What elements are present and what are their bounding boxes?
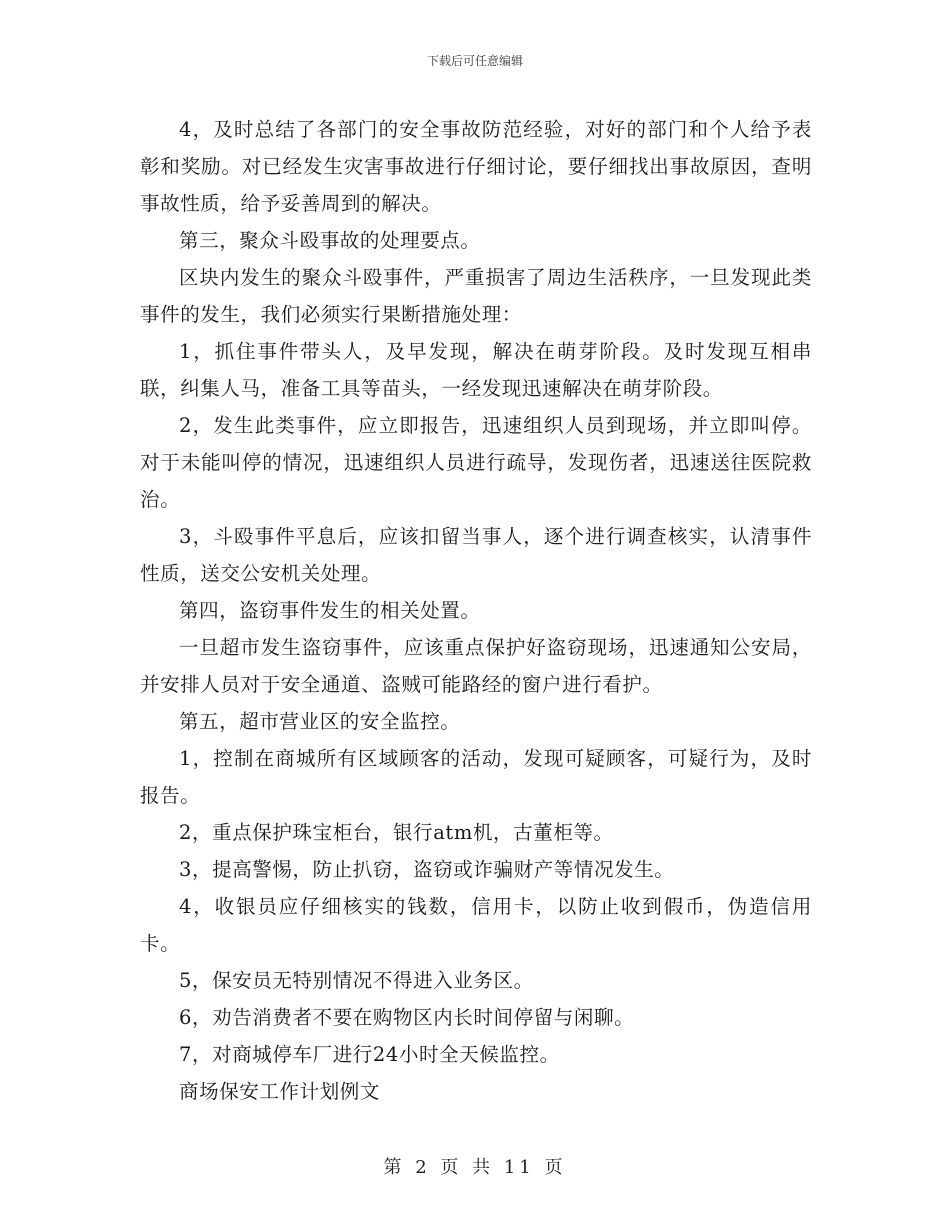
document-body bbox=[140, 111, 812, 1110]
section-heading: 第三，聚众斗殴事故的处理要点。 bbox=[179, 229, 481, 252]
list-item: 3，提高警惕，防止扒窃，盗窃或诈骗财产等情况发生。 bbox=[179, 858, 675, 881]
section-heading: 第四，盗窃事件发生的相关处置。 bbox=[179, 599, 481, 622]
list-item: 5，保安员无特别情况不得进入业务区。 bbox=[179, 969, 534, 992]
list-item: 1，抓住事件带头人，及早发现，解决在萌芽阶段。及时发现互相串联，纠集人马，准备工具等苗头，一经发现迅速解决在萌芽阶段。 bbox=[140, 340, 812, 400]
list-item: 2，重点保护珠宝柜台，银行atm机，古董柜等。 bbox=[179, 821, 614, 844]
list-item: 2，发生此类事件，应立即报告，迅速组织人员到现场，并立即叫停。对于未能叫停的情况，迅速组织人员进行疏导，发现伤者，迅速送往医院救治。 bbox=[140, 414, 812, 511]
list-item: 1，控制在商城所有区域顾客的活动，发现可疑顾客，可疑行为，及时报告。 bbox=[140, 747, 812, 807]
list-item: 3，斗殴事件平息后，应该扣留当事人，逐个进行调查核实，认清事件性质，送交公安机关处理。 bbox=[140, 525, 812, 585]
list-item: 4，收银员应仔细核实的钱数，信用卡，以防止收到假币，伪造信用卡。 bbox=[140, 895, 812, 955]
paragraph: 一旦超市发生盗窃事件，应该重点保护好盗窃现场，迅速通知公安局，并安排人员对于安全通道、盗贼可能路经的窗户进行看护。 bbox=[140, 636, 812, 696]
list-item: 7，对商城停车厂进行24小时全天候监控。 bbox=[179, 1043, 560, 1066]
paragraph: 区块内发生的聚众斗殴事件，严重损害了周边生活秩序，一旦发现此类事件的发生，我们必须实行果断措施处理： bbox=[140, 266, 812, 326]
page-header: 下载后可任意编辑 bbox=[426, 54, 523, 68]
section-heading: 第五，超市营业区的安全监控。 bbox=[179, 710, 461, 733]
paragraph: 4，及时总结了各部门的安全事故防范经验，对好的部门和个人给予表彰和奖励。对已经发生灾害事故进行仔细讨论，要仔细找出事故原因，查明事故性质，给予妥善周到的解决。 bbox=[140, 118, 812, 215]
page-number-footer: 第 2 页 共 11 页 bbox=[383, 1157, 567, 1178]
list-item: 6，劝告消费者不要在购物区内长时间停留与闲聊。 bbox=[179, 1006, 635, 1029]
section-heading: 商场保安工作计划例文 bbox=[179, 1080, 381, 1103]
